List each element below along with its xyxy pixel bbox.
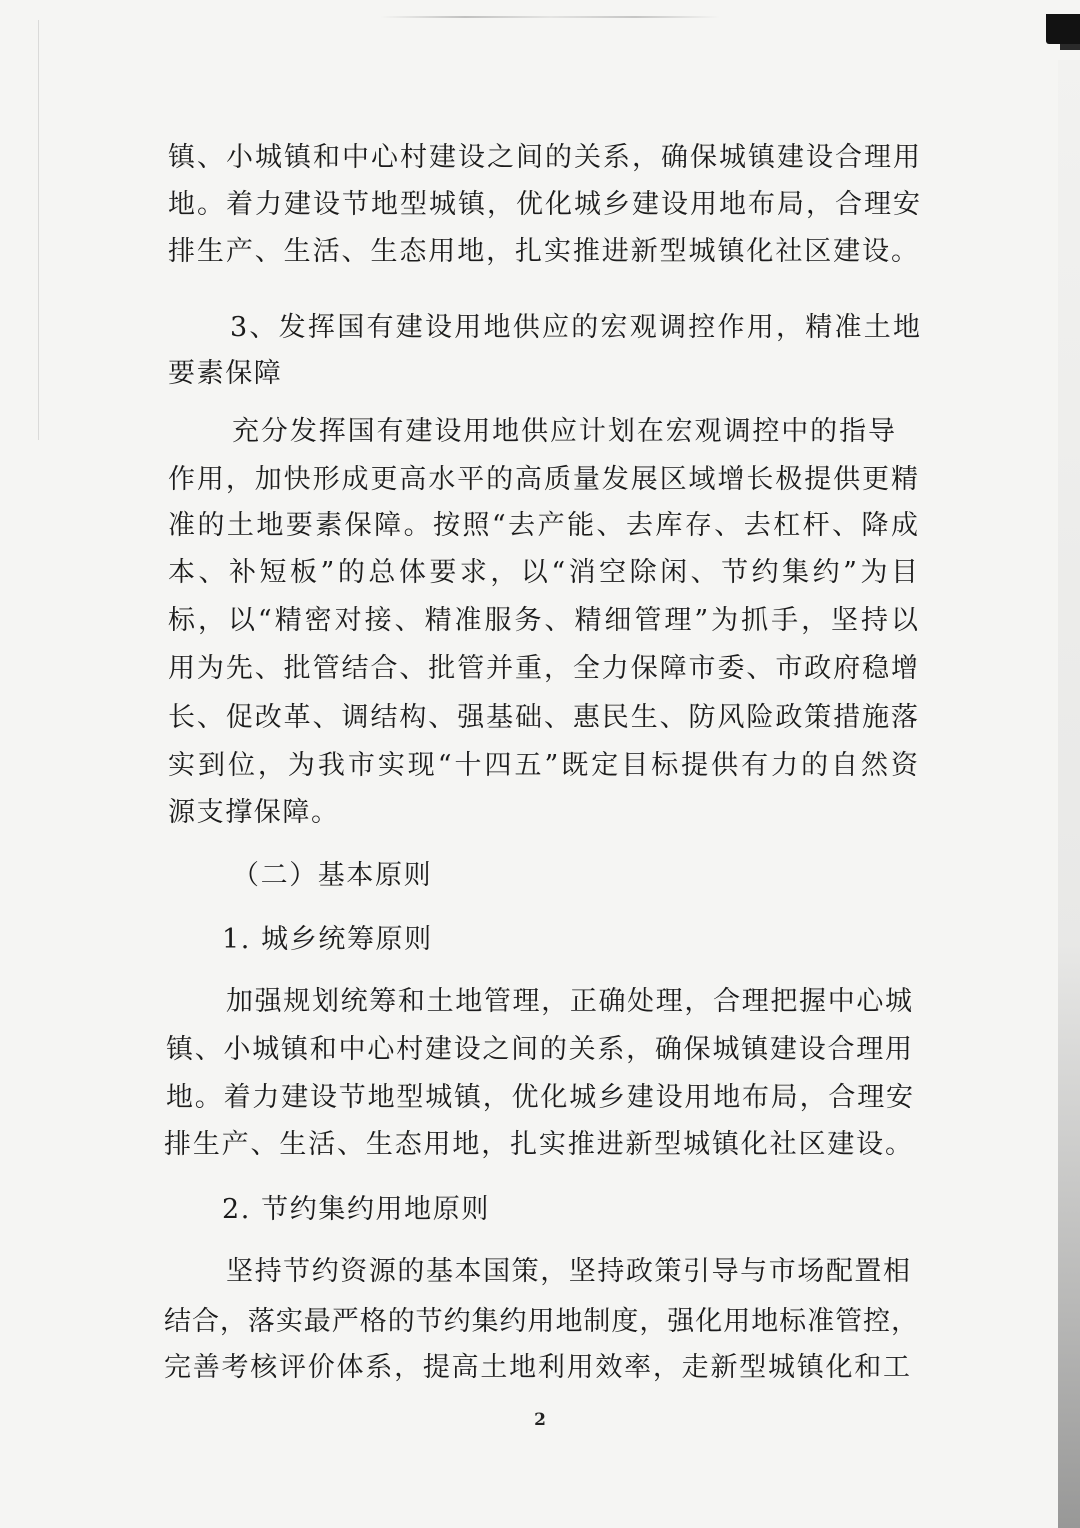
page-number: 2: [534, 1410, 546, 1430]
text-line: 排生产、生活、生态用地，扎实推进新型城镇化社区建设。: [164, 1129, 912, 1160]
text-line: 实到位，为我市实现“十四五”既定目标提供有力的自然资: [168, 750, 918, 781]
heading-line: 3、发挥国有建设用地供应的宏观调控作用，精准土地: [230, 312, 920, 343]
text-line: 加强规划统筹和土地管理，正确处理，合理把握中心城: [226, 986, 912, 1017]
text-line: 坚持节约资源的基本国策，坚持政策引导与市场配置相: [226, 1256, 910, 1287]
text-line: 源支撑保障。: [168, 797, 340, 828]
text-line: 充分发挥国有建设用地供应计划在宏观调控中的指导: [232, 416, 895, 447]
text-line: 用为先、批管结合、批管并重，全力保障市委、市政府稳增: [168, 653, 918, 684]
text-line: 镇、小城镇和中心村建设之间的关系，确保城镇建设合理用: [166, 1034, 912, 1065]
text-line: 本、补短板”的总体要求，以“消空除闲、节约集约”为目: [168, 557, 918, 588]
scan-artifact-right-edge-shadow: [1058, 60, 1080, 1528]
text-line: 地。着力建设节地型城镇，优化城乡建设用地布局，合理安: [166, 1082, 913, 1113]
scan-artifact-top-right-mark-tail: [1060, 44, 1080, 50]
heading-line: 要素保障: [168, 358, 283, 389]
text-line: 地。着力建设节地型城镇，优化城乡建设用地布局，合理安: [168, 189, 920, 220]
text-line: 标，以“精密对接、精准服务、精细管理”为抓手，坚持以: [168, 605, 918, 636]
scan-artifact-left-edge: [38, 20, 39, 440]
subheading-urban-rural-coordination: 1. 城乡统筹原则: [222, 924, 433, 955]
text-line: 长、促改革、调结构、强基础、惠民生、防风险政策措施落: [168, 702, 918, 733]
section-heading-basic-principles: （二）基本原则: [232, 860, 433, 891]
text-line: 准的土地要素保障。按照“去产能、去库存、去杠杆、降成: [168, 510, 918, 541]
subheading-intensive-land-use: 2. 节约集约用地原则: [222, 1194, 490, 1225]
scan-artifact-top-right-mark: [1046, 14, 1080, 44]
text-line: 排生产、生活、生态用地，扎实推进新型城镇化社区建设。: [168, 236, 918, 267]
text-line: 完善考核评价体系，提高土地利用效率，走新型城镇化和工: [164, 1352, 910, 1383]
text-line: 镇、小城镇和中心村建设之间的关系，确保城镇建设合理用: [168, 142, 920, 173]
text-line: 结合，落实最严格的节约集约用地制度，强化用地标准管控，: [164, 1306, 918, 1337]
scan-artifact-top-line: [380, 16, 720, 18]
text-line: 作用，加快形成更高水平的高质量发展区域增长极提供更精: [168, 464, 918, 495]
